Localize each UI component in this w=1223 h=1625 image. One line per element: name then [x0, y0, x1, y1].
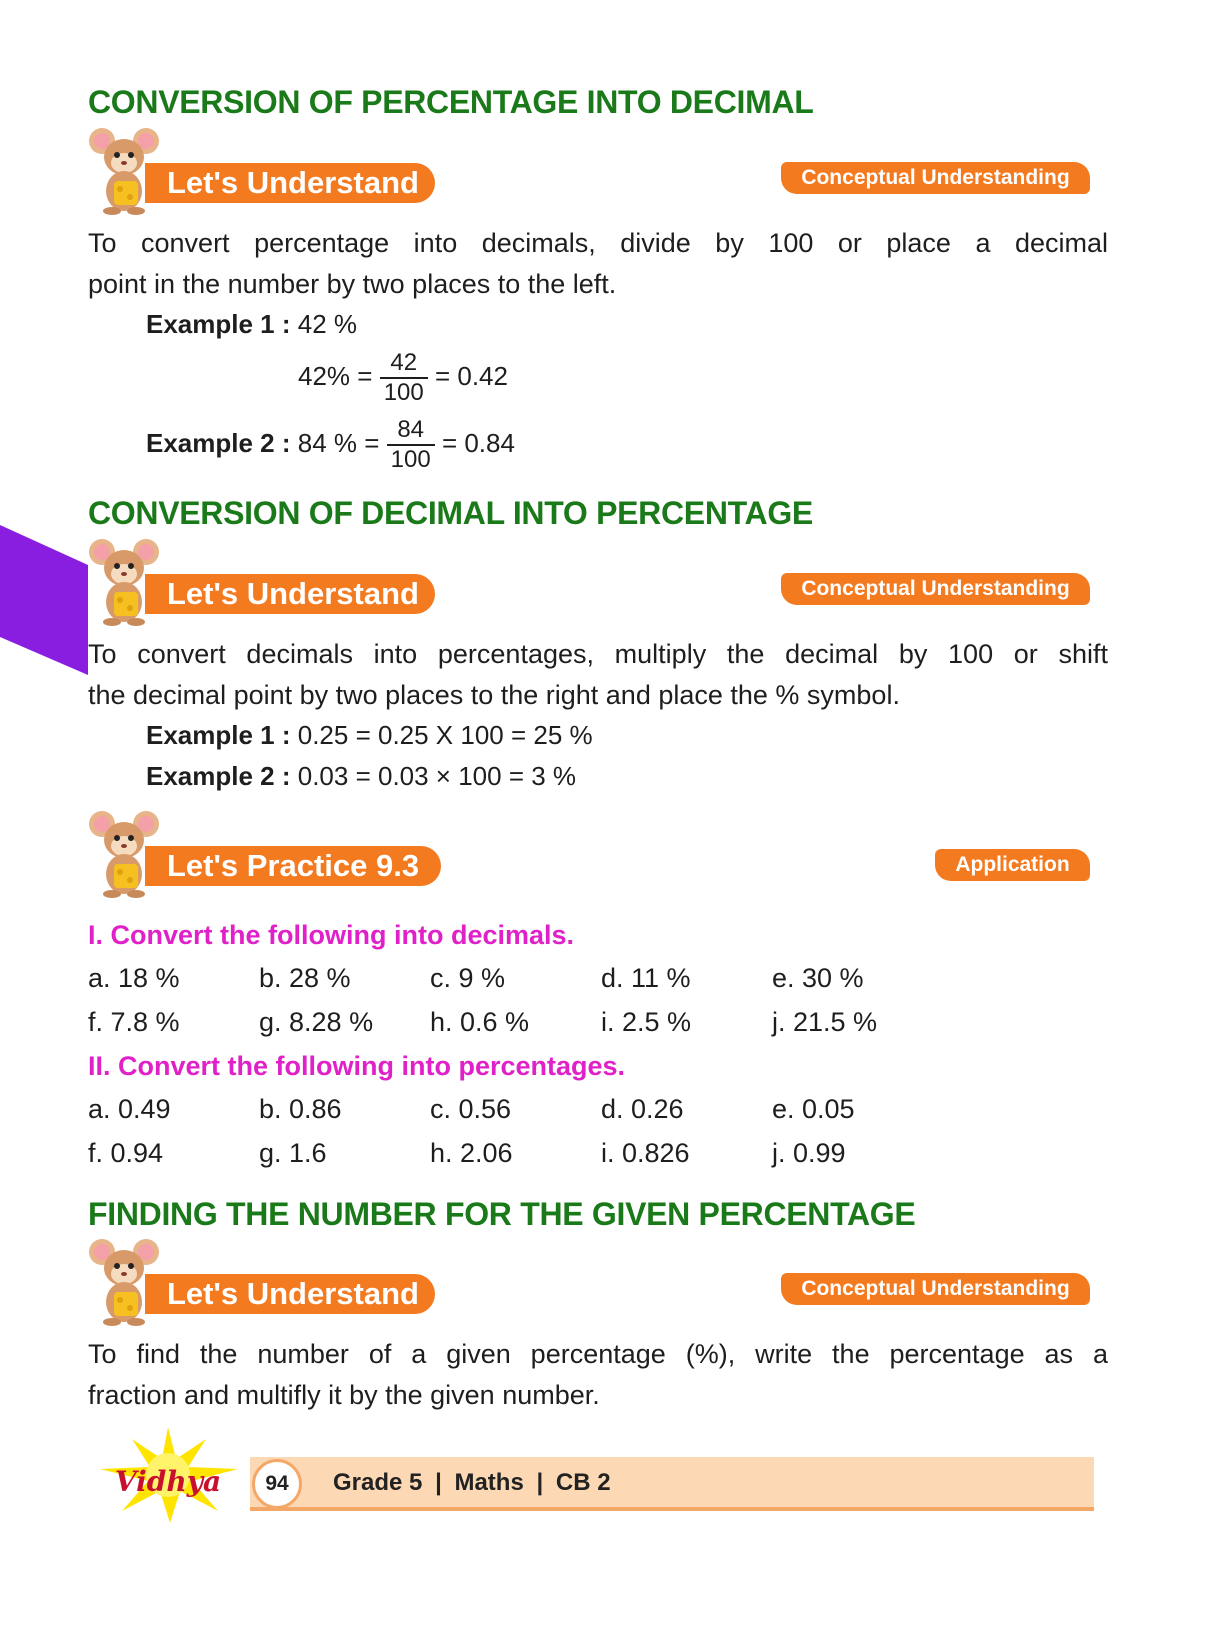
mouse-mascot-icon: [88, 125, 160, 215]
example-value: 0.03 = 0.03 × 100 = 3 %: [297, 761, 577, 791]
fraction-denominator: 100: [390, 446, 431, 473]
conceptual-understanding-tag: Conceptual Understanding: [781, 573, 1090, 605]
side-purple-tab: [0, 525, 90, 675]
example-label: Example 2 :: [146, 427, 291, 458]
mouse-mascot-icon: [88, 536, 160, 626]
page-number-circle: [252, 1459, 302, 1509]
question-row: [88, 1094, 1088, 1126]
question-item: j. 0.99: [772, 1138, 846, 1168]
footer-title: [333, 1469, 611, 1497]
question-item: i. 2.5 %: [601, 1007, 692, 1037]
example-1: [146, 720, 593, 751]
question-row: [88, 1138, 1088, 1170]
example-value: 0.25 = 0.25 X 100 = 25 %: [297, 720, 593, 750]
vidhya-logo: [88, 1425, 253, 1525]
example-value: 42 %: [297, 309, 358, 339]
lets-understand-banner: Let's Understand: [145, 574, 435, 614]
footer-subject: Maths: [454, 1469, 524, 1496]
question-item: c. 0.56: [430, 1094, 512, 1124]
question-item: f. 0.94: [88, 1138, 164, 1168]
paragraph-line: fraction and multifly it by the given number.: [88, 1380, 600, 1410]
lets-understand-banner: Let's Understand: [145, 163, 435, 203]
mouse-mascot-icon: [88, 808, 160, 898]
logo-text: Vidhya: [114, 1465, 222, 1498]
question-item: h. 2.06: [430, 1138, 513, 1168]
example-2: [146, 761, 576, 792]
question-title: I. Convert the following into decimals.: [88, 920, 575, 950]
conceptual-understanding-tag: Conceptual Understanding: [781, 162, 1090, 194]
question-item: e. 30 %: [772, 963, 864, 993]
question-item: f. 7.8 %: [88, 1007, 180, 1037]
question-item: e. 0.05: [772, 1094, 855, 1124]
example-1-fraction: [298, 349, 508, 407]
fraction-lhs: 84 % =: [297, 427, 380, 458]
paragraph-line: To convert decimals into percentages, multiply the decimal by 100 or shift: [88, 639, 1108, 669]
fraction-rhs: = 0.42: [434, 360, 508, 391]
footer-grade: Grade 5: [333, 1469, 423, 1496]
question-row: [88, 1007, 1088, 1039]
question-item: b. 28 %: [259, 963, 351, 993]
fraction-rhs: = 0.84: [441, 427, 515, 458]
fraction-denominator: 100: [383, 379, 424, 406]
question-item: i. 0.826: [601, 1138, 690, 1168]
paragraph-line: To convert percentage into decimals, divide by 100 or place a decimal: [88, 228, 1108, 258]
example-label: Example 1 :: [146, 309, 291, 339]
question-item: a. 0.49: [88, 1094, 171, 1124]
example-1: [146, 309, 357, 340]
footer-separator: |: [435, 1469, 442, 1496]
question-title: II. Convert the following into percentages.: [88, 1051, 626, 1081]
question-item: g. 8.28 %: [259, 1007, 374, 1037]
paragraph-line: the decimal point by two places to the right and place the % symbol.: [88, 680, 900, 710]
example-label: Example 1 :: [146, 720, 291, 750]
footer-book: CB 2: [555, 1469, 611, 1496]
fraction-numerator: 42: [380, 349, 428, 379]
paragraph-line: point in the number by two places to the left.: [88, 269, 617, 299]
lets-understand-banner: Let's Understand: [145, 1274, 435, 1314]
fraction: [380, 349, 428, 407]
question-item: d. 0.26: [601, 1094, 684, 1124]
conceptual-understanding-tag: Conceptual Understanding: [781, 1273, 1090, 1305]
example-label: Example 2 :: [146, 761, 291, 791]
question-item: j. 21.5 %: [772, 1007, 878, 1037]
application-tag: Application: [935, 849, 1090, 881]
lets-practice-banner: Let's Practice 9.3: [145, 846, 441, 886]
section-heading: CONVERSION OF PERCENTAGE INTO DECIMAL: [88, 84, 814, 120]
page-number: 94: [265, 1472, 289, 1495]
footer-separator: |: [536, 1469, 544, 1496]
paragraph-line: To find the number of a given percentage (%), write the percentage as a: [88, 1339, 1108, 1369]
fraction-lhs: 42% =: [298, 360, 373, 391]
fraction: [387, 416, 435, 474]
question-item: d. 11 %: [601, 963, 691, 993]
question-item: b. 0.86: [259, 1094, 342, 1124]
question-item: h. 0.6 %: [430, 1007, 530, 1037]
question-row: [88, 963, 1088, 995]
question-item: a. 18 %: [88, 963, 180, 993]
section-heading: CONVERSION OF DECIMAL INTO PERCENTAGE: [88, 495, 813, 531]
question-item: g. 1.6: [259, 1138, 327, 1168]
question-item: c. 9 %: [430, 963, 506, 993]
example-2: [146, 416, 515, 474]
section-heading: FINDING THE NUMBER FOR THE GIVEN PERCENTAGE: [88, 1196, 916, 1232]
fraction-numerator: 84: [387, 416, 435, 446]
mouse-mascot-icon: [88, 1236, 160, 1326]
